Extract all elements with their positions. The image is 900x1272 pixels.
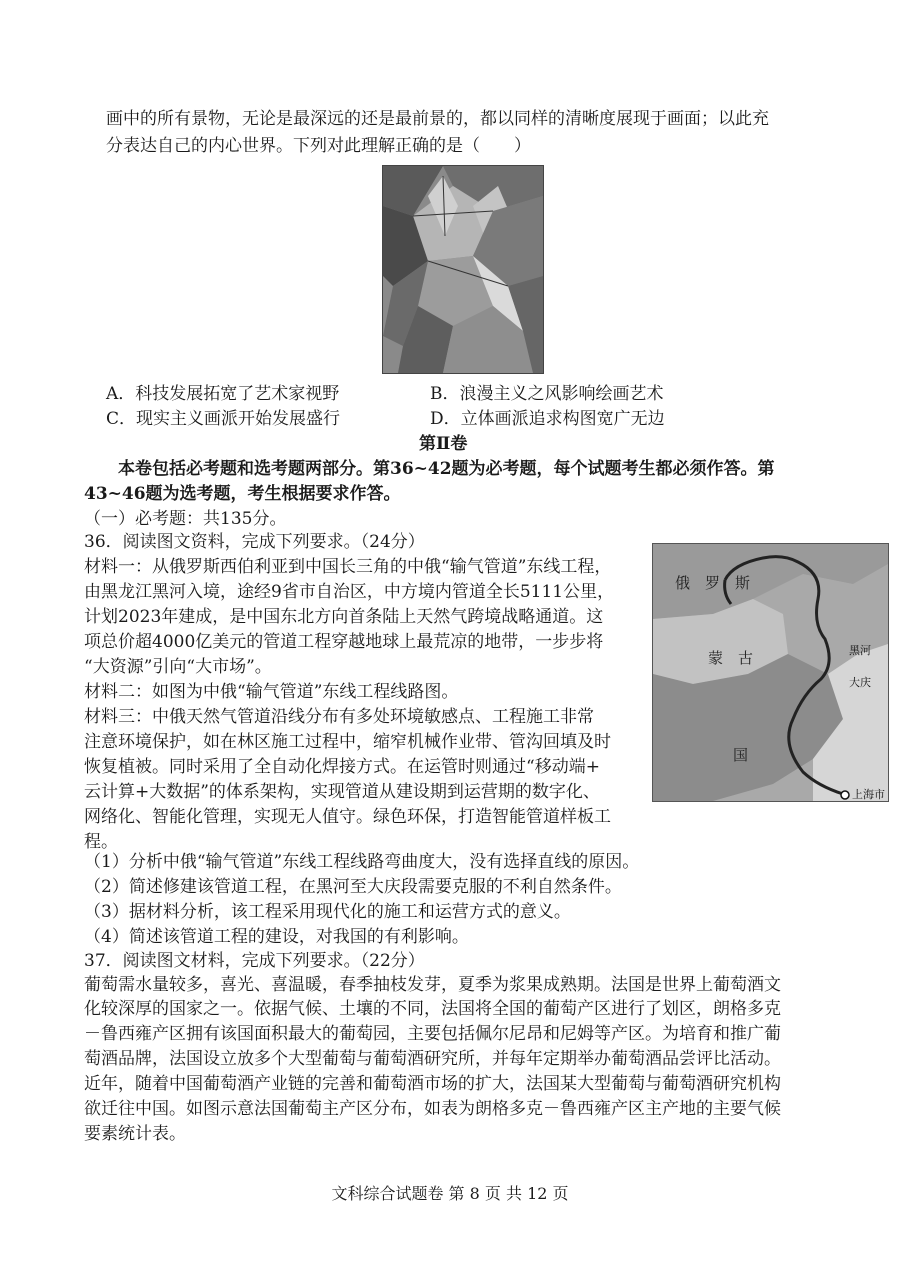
q36-line: 材料二：如图为中俄“输气管道”东线工程线路图。 — [84, 682, 459, 702]
q36-line: 云计算+大数据”的体系架构，实现管道从建设期到运营期的数字化、 — [84, 782, 600, 802]
q36-sub-question: （2）简述修建该管道工程，在黑河至大庆段需要克服的不利自然条件。 — [84, 877, 622, 897]
q37-line: 近年，随着中国葡萄酒产业链的完善和葡萄酒市场的扩大，法国某大型葡萄与葡萄酒研究机构 — [84, 1074, 781, 1094]
cubist-painting-image — [382, 165, 544, 374]
q36-line: 注意环境保护，如在林区施工过程中，缩窄机械作业带、管沟回填及时 — [84, 732, 611, 752]
map-label-russia: 俄 罗 斯 — [675, 574, 751, 592]
option-c: C．现实主义画派开始发展盛行 — [106, 409, 341, 429]
option-d: D．立体画派追求构图宽广无边 — [430, 409, 665, 429]
q36-sub-question: （4）简述该管道工程的建设，对我国的有利影响。 — [84, 927, 469, 947]
intro-line: 画中的所有景物，无论是最深远的还是最前景的，都以同样的清晰度展现于画面；以此充 — [106, 109, 769, 129]
q36-line: 网络化、智能化管理，实现无人值守。绿色环保，打造智能管道样板工 — [84, 807, 611, 827]
q37-line: 欲迁往中国。如图示意法国葡萄主产区分布，如表为朗格多克－鲁西雍产区主产地的主要气候 — [84, 1099, 781, 1119]
cubist-painting-graphic — [383, 166, 543, 373]
map-label-shanghai: 上海市 — [852, 788, 885, 801]
q36-line: 项总价超4000亿美元的管道工程穿越地球上最荒凉的地带，一步步将 — [84, 632, 604, 652]
map-label-mongolia: 蒙 古 — [708, 649, 754, 667]
q36-sub-question: （1）分析中俄“输气管道”东线工程线路弯曲度大，没有选择直线的原因。 — [84, 852, 640, 872]
q37-line: 化较深厚的国家之一。依据气候、土壤的不同，法国将全国的葡萄产区进行了划区，朗格多克 — [84, 999, 781, 1019]
q37-title: 37．阅读图文材料，完成下列要求。（22分） — [84, 951, 425, 971]
section-desc-line: 本卷包括必考题和选考题两部分。第36~42题为必考题，每个试题考生都必须作答。第 — [118, 459, 775, 479]
section-title: 第Ⅱ卷 — [419, 434, 468, 454]
pipeline-route-map — [652, 543, 889, 802]
section-desc-line: 43~46题为选考题，考生根据要求作答。 — [84, 484, 401, 504]
q36-line: 由黑龙江黑河入境，途经9省市自治区，中方境内管道全长5111公里， — [84, 582, 615, 602]
q36-sub-question: （3）据材料分析，该工程采用现代化的施工和运营方式的意义。 — [84, 902, 571, 922]
q36-line: 恢复植被。同时采用了全自动化焊接方式。在运管时则通过“移动端+ — [84, 757, 600, 777]
map-label-china: 国 — [733, 746, 749, 764]
option-a: A．科技发展拓宽了艺术家视野 — [106, 384, 340, 404]
q36-title: 36．阅读图文资料，完成下列要求。（24分） — [84, 532, 425, 552]
page-footer: 文科综合试题卷 第 8 页 共 12 页 — [331, 1184, 569, 1203]
q36-line: “大资源”引向“大市场”。 — [84, 657, 272, 677]
q37-line: －鲁西雍产区拥有该国面积最大的葡萄园，主要包括佩尔尼昂和尼姆等产区。为培育和推广葡 — [84, 1024, 781, 1044]
map-label-daqing: 大庆 — [849, 676, 871, 689]
intro-line: 分表达自己的内心世界。下列对此理解正确的是（ ） — [106, 136, 531, 156]
q37-line: 萄酒品牌，法国设立放多个大型葡萄与葡萄酒研究所，并每年定期举办葡萄酒品尝评比活动。 — [84, 1049, 781, 1069]
q36-line: 程。 — [84, 832, 118, 852]
map-label-heihe: 黑河 — [849, 644, 871, 657]
q37-line: 葡萄需水量较多，喜光、喜温暖，春季抽枝发芽，夏季为浆果成熟期。法国是世界上葡萄酒文 — [84, 975, 781, 995]
q36-line: 材料三：中俄天然气管道沿线分布有多处环境敏感点、工程施工非常 — [84, 707, 594, 727]
q36-line: 材料一：从俄罗斯西伯利亚到中国长三角的中俄“输气管道”东线工程， — [84, 557, 612, 577]
q37-line: 要素统计表。 — [84, 1124, 186, 1144]
required-header: （一）必考题：共135分。 — [84, 509, 287, 529]
q36-line: 计划2023年建成，是中国东北方向首条陆上天然气跨境战略通道。这 — [84, 607, 604, 627]
option-b: B．浪漫主义之风影响绘画艺术 — [430, 384, 664, 404]
